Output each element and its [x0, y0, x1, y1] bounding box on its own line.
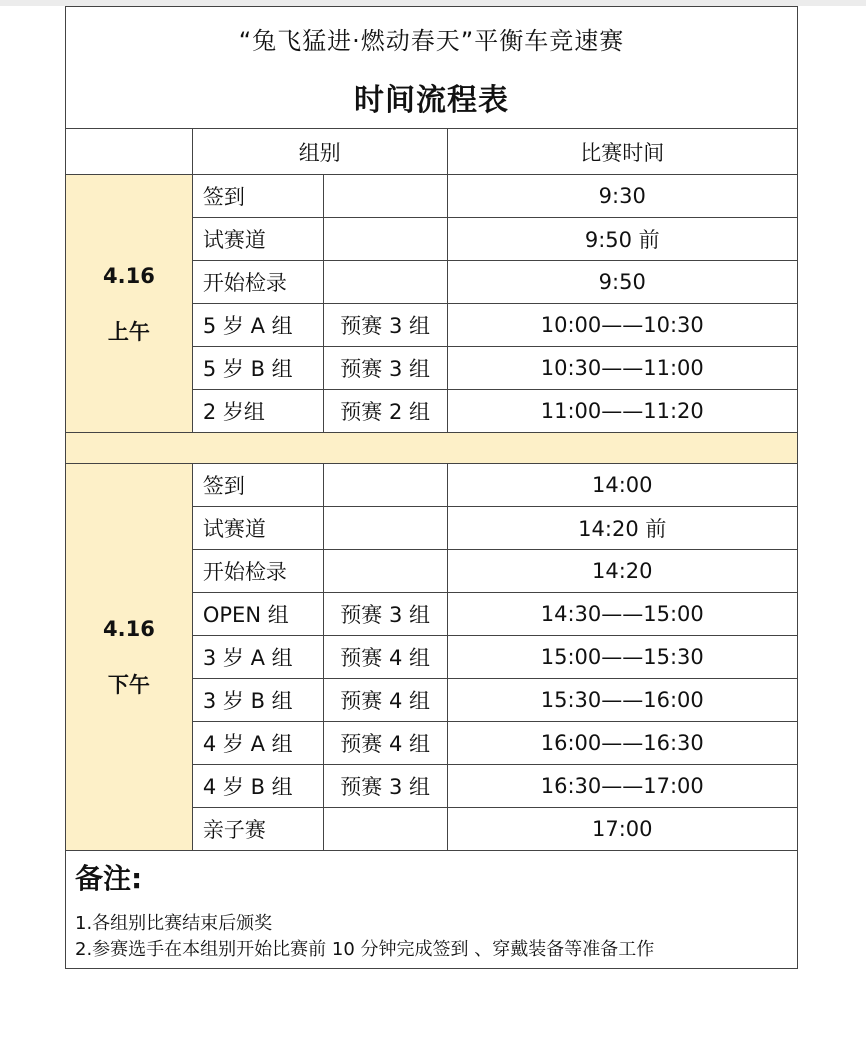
group-cell: 签到: [192, 175, 323, 218]
group-cell: 5 岁 A 组: [192, 304, 323, 347]
notes-heading: 备注:: [75, 862, 143, 895]
afternoon-period: 下午: [107, 673, 150, 697]
section-divider: [66, 433, 798, 464]
stage-cell: [323, 550, 447, 593]
event-title: “兔飞猛进·燃动春天”平衡车竞速赛: [238, 27, 625, 55]
group-cell: 开始检录: [192, 261, 323, 304]
stage-cell: 预赛 3 组: [323, 765, 447, 808]
stage-cell: 预赛 3 组: [323, 593, 447, 636]
stage-cell: [323, 261, 447, 304]
stage-cell: [323, 175, 447, 218]
morning-row: [66, 175, 798, 218]
time-cell: 16:30——17:00: [447, 765, 797, 808]
group-cell: 3 岁 B 组: [192, 679, 323, 722]
schedule-title: 时间流程表: [354, 83, 509, 118]
stage-cell: [323, 464, 447, 507]
group-cell: 4 岁 A 组: [192, 722, 323, 765]
afternoon-date: 4.16: [103, 617, 155, 641]
note-line-2: 2.参赛选手在本组别开始比赛前 10 分钟完成签到 、穿戴装备等准备工作: [75, 939, 655, 960]
stage-cell: 预赛 4 组: [323, 722, 447, 765]
stage-cell: 预赛 3 组: [323, 304, 447, 347]
time-cell: 14:00: [447, 464, 797, 507]
time-cell: 14:30——15:00: [447, 593, 797, 636]
morning-day-cell: [66, 175, 193, 433]
header-row: [66, 129, 798, 175]
group-cell: 试赛道: [192, 218, 323, 261]
stage-cell: [323, 218, 447, 261]
time-cell: 14:20 前: [447, 507, 797, 550]
notes: [75, 857, 775, 963]
stage-cell: 预赛 4 组: [323, 636, 447, 679]
group-cell: OPEN 组: [192, 593, 323, 636]
group-cell: 3 岁 A 组: [192, 636, 323, 679]
stage-cell: [323, 507, 447, 550]
time-cell: 11:00——11:20: [447, 390, 797, 433]
time-cell: 15:00——15:30: [447, 636, 797, 679]
schedule-sheet: [65, 6, 798, 969]
stage-cell: 预赛 2 组: [323, 390, 447, 433]
afternoon-day-cell: [66, 464, 193, 851]
afternoon-row: [66, 464, 798, 507]
stage-cell: 预赛 4 组: [323, 679, 447, 722]
group-cell: 亲子赛: [192, 808, 323, 851]
header-time: 比赛时间: [447, 129, 797, 175]
section-divider-cell: [66, 433, 798, 464]
header-group: 组别: [192, 129, 447, 175]
note-line-1: 1.各组别比赛结束后颁奖: [75, 913, 273, 934]
time-cell: 14:20: [447, 550, 797, 593]
time-cell: 17:00: [447, 808, 797, 851]
time-cell: 16:00——16:30: [447, 722, 797, 765]
group-cell: 签到: [192, 464, 323, 507]
time-cell: 9:50 前: [447, 218, 797, 261]
time-cell: 10:30——11:00: [447, 347, 797, 390]
time-cell: 10:00——10:30: [447, 304, 797, 347]
group-cell: 2 岁组: [192, 390, 323, 433]
stage-cell: [323, 808, 447, 851]
morning-date: 4.16: [103, 263, 155, 288]
group-cell: 5 岁 B 组: [192, 347, 323, 390]
header-blank: [66, 129, 193, 175]
group-cell: 开始检录: [192, 550, 323, 593]
time-cell: 9:30: [447, 175, 797, 218]
schedule-table: [65, 128, 798, 851]
time-cell: 15:30——16:00: [447, 679, 797, 722]
group-cell: 4 岁 B 组: [192, 765, 323, 808]
morning-period: 上午: [107, 319, 150, 344]
stage-cell: 预赛 3 组: [323, 347, 447, 390]
time-cell: 9:50: [447, 261, 797, 304]
group-cell: 试赛道: [192, 507, 323, 550]
